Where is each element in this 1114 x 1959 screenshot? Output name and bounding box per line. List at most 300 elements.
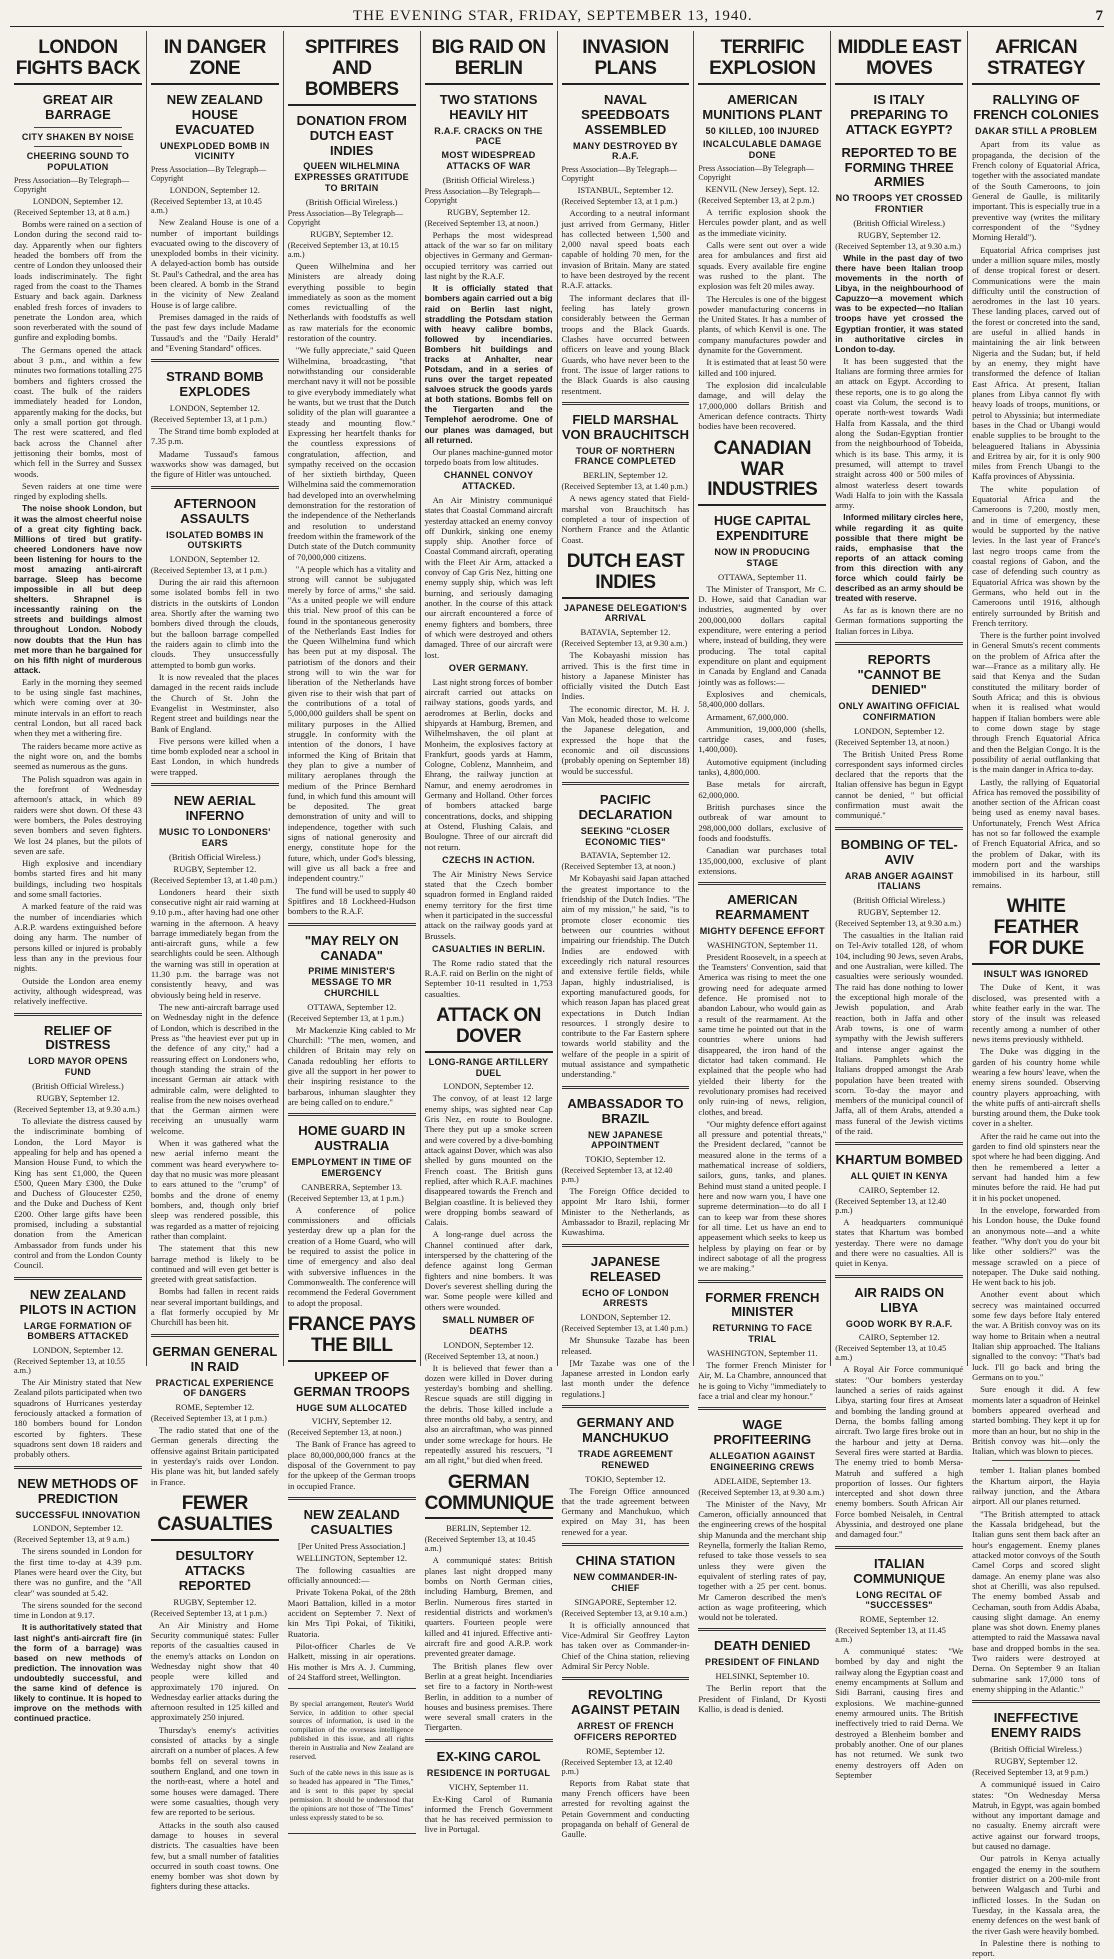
article-paragraph: Queen Wilhelmina and her Ministers are already doing everything possible to begin immediately as soon as the moment comes revictualling of the Netherlands with foodstuffs as well as raw materials for the economic restoration of the country.: [287, 260, 416, 344]
article-paragraph: The informant declares that ill-feeling has lately grown considerably between the German troops and the Black Guards. Clashes have occurred between officers on leave and young Black Guards, who have never been to the front. The issue of larger rations to the Black Guards is also causing resentment.: [561, 292, 690, 396]
section-heading: SMALL NUMBER OF DEATHS: [442, 1314, 535, 1336]
article-paragraph: Mr Shunsuke Tazabe has been released.: [561, 1335, 690, 1356]
article-paragraph: The sirens sounded for the second time in London at 9.17.: [14, 1599, 142, 1621]
dateline: RUGBY, September 12.: [310, 228, 394, 239]
article-paragraph: Explosives and chemicals, 58,400,000 dollars.: [698, 688, 827, 710]
headline-attack-dover: ATTACK ON DOVER: [425, 1003, 553, 1053]
divider: [288, 923, 416, 926]
deck: INSULT WAS IGNORED: [983, 968, 1089, 979]
headline-dutch-east-indies: DUTCH EAST INDIES: [562, 549, 690, 599]
dateline: HELSINKI, September 10.: [715, 1671, 810, 1682]
article-paragraph: It is estimated that at least 50 were killed and 100 injured.: [698, 357, 827, 378]
section-heading: OVER GERMANY.: [448, 662, 529, 673]
headline-white-feather: WHITE FEATHER FOR DUKE: [972, 894, 1100, 965]
article-paragraph-bold: While in the past day of two there have been Italian troop movements in the north of Libya, in the neighbourhood of Capuzzo—a movement which was to be expected—no Italian troops have yet crossed the Egyptian frontier, it was stated in authoritative circles in London to-day.: [835, 253, 964, 354]
headline-invasion-plans: INVASION PLANS: [562, 35, 690, 85]
article-paragraph: Canadian war purchases total 135,000,000, exclusive of plant extensions.: [698, 845, 827, 876]
article-paragraph: It is officially announced that Vice-Admiral Sir Geoffrey Layton has taken over as Commander-in-Chief of the China station, relieving Admiral Sir Percy Noble.: [561, 1619, 690, 1671]
received-line: (Received September 13, at noon.): [561, 862, 676, 872]
dateline: OTTAWA, September 11.: [718, 571, 807, 582]
article-paragraph: The British planes flew over Berlin at a great height. Incendiaries set fire to a factory in North-west Berlin, in addition to a number of houses and business premises. There were several small craters in the Tiergarten.: [424, 1660, 553, 1733]
deck: INCALCULABLE DAMAGE DONE: [702, 139, 822, 161]
article-paragraph: Madame Tussaud's famous waxworks show was damaged, but the figure of Hitler was untouched.: [150, 448, 279, 480]
dateline: LONDON, September 12.: [32, 1345, 124, 1356]
article-paragraph: The Foreign Office decided to appoint Mr Itaro Ishii, former Minister to the Netherlands, as Ambassador to Brazil, replacing Mr Kuwashima.: [561, 1186, 690, 1238]
credit-line: Press Association—By Telegraph—Copyright: [150, 165, 267, 184]
credit-line: (British Official Wireless.): [32, 1080, 124, 1091]
article-paragraph: The new anti-aircraft barrage used on Wednesday night in the defence of London, which is described in the Press as "the heaviest ever put up in the defence of any city," had a reassuring effect on Londoners who, though standing the strain of the incessant German air attack with admirable calm, were delighted to realise from the new noises overhead that the German airmen were receiving an unusually warm welcome.: [150, 1002, 279, 1136]
article-paragraph-bold: Informed military circles here, while regarding it as quite possible that there might be raids, emphasise that the reports of an attack coming from this direction with any force which could fairly be described as an army should be treated with reserve.: [835, 512, 964, 604]
column-6: [694, 31, 831, 1714]
subhead-speedboats: NAVAL SPEEDBOATS ASSEMBLED: [581, 91, 670, 137]
article-paragraph: Thursday's enemy's activities consisted of attacks by a single aircraft on a number of places. A few bombs fell on several towns in southern England, and one town in the north-east, where a hotel and some houses were damaged. There were some casualties, though very few are reported to be serious.: [150, 1724, 279, 1818]
deck: EMPLOYMENT IN TIME OF EMERGENCY: [291, 1157, 412, 1178]
divider: [698, 882, 826, 885]
divider: [562, 402, 690, 405]
credit-line: (British Official Wireless.): [168, 851, 261, 862]
article-paragraph: Calls were sent out over a wide area for ambulances and first aid squads. Every available fire engine was rushed to the plant. The explosion was felt 20 miles away.: [698, 239, 827, 292]
received-line: (Received September 13, at 1 p.m.): [561, 197, 678, 207]
headline-brauchitsch: FIELD MARSHAL VON BRAUCHITSCH: [561, 411, 689, 442]
received-line: (Received September 13, at noon.): [424, 218, 539, 228]
article-paragraph: The Polish squadron was again in the forefront of Wednesday afternoon's attack, in which 89 raiders were shot down. Of these 43 were bombers, the Poles destroying seven bombers and seven fighters. We lost 24 planes, but the pilots of seven are safe.: [14, 773, 142, 856]
article-paragraph: The Duke of Kent, it was disclosed, was presented with a white feather early in the war. The story of the insult was released recently among a number of other news items previously withheld.: [972, 982, 1100, 1044]
divider: [151, 486, 279, 489]
deck: ECHO OF LONDON ARRESTS: [582, 1287, 669, 1309]
divider: [288, 1497, 416, 1500]
subhead-italy-egypt: IS ITALY PREPARING TO ATTACK EGYPT?: [845, 91, 953, 137]
headline-rely-on-canada: "MAY RELY ON CANADA": [304, 932, 399, 963]
dateline: ROME, September 12.: [859, 1614, 939, 1625]
article-paragraph: A long-range duel across the Channel continued after dark, interspersed by the chattering of the defence against long German fighters and nine bombers. It was Dover's severest shelling during the war. Some people were killed and others were wounded.: [424, 1229, 553, 1312]
headline-middle-east-moves: MIDDLE EAST MOVES: [835, 35, 963, 85]
article-paragraph: "The British attempted to attack the Kassala bridgehead, but the Italian guns sent them back after an hour's engagement. Enemy planes attacked motor convoys of the South Camel Corps and scored slight damage. An enemy plane was also shot at Cherilli, was also repulsed. The enemy bombed Assab and Cechaman, south from Addis Ababa, causing slight damage. An enemy plane was shot down. Enemy planes attempted to raid the Massawa naval base and dropped bombs in the sea. Two raiders were destroyed at Derna. On September 9 an Italian submarine sank 17,000 tons of enemy shipping in the Atlantic.": [972, 1508, 1100, 1695]
divider: [972, 1700, 1100, 1703]
credit-line: (British Official Wireless.): [305, 196, 398, 207]
headline-ambassador-brazil: AMBASSADOR TO BRAZIL: [567, 1095, 684, 1126]
article-paragraph: It has been suggested that the Italians are forming three armies for an attack on Egypt. According to these reports, one is to go along the coast via Colum, the second is to operate north-west towards Wadi Halfa from Kassala, and the third along the Sudan-Egyptian frontier from the neighbourhood of Tobeida, which is its base. This army, it is presumed, will attempt to travel straight across 400 or 500 miles of almost waterless desert towards Wadi Halfa to join with the Kassala army.: [835, 355, 964, 511]
article-paragraph: A communiqué states: "We bombed by day and night the railway along the Egyptian coast and enemy encampments at Sollum and Sidi Barrani, causing fires and explosions. We machine-gunned enemy armoured units. The British ineffectively tried to raid Derna. We destroyed a Blenheim bomber and probably another. One of our planes has not returned. We sunk two enemy destroyers off Aden on September: [835, 1646, 964, 1780]
headline-death-denied: DEATH DENIED: [714, 1638, 811, 1654]
deck: HUGE SUM ALLOCATED: [296, 1402, 408, 1413]
article-paragraph: The Berlin report that the President of Finland, Dr Kyosti Kallio, is dead is denied.: [698, 1683, 827, 1714]
divider: [835, 1142, 963, 1145]
dateline: CAIRO, September 12.: [858, 1185, 940, 1196]
dateline: RUGBY, September 12.: [173, 863, 257, 874]
article-paragraph: A news agency stated that Field-marshal von Brauchitsch has completed a tour of inspection of Northern France and the Atlantic Coast.: [561, 493, 690, 545]
received-line: (Received September 13, at 1 p.m.): [150, 415, 267, 425]
deck: LONG-RANGE ARTILLERY DUEL: [428, 1056, 549, 1078]
article-paragraph: The former French Minister for Air, M. La Chambre, announced that he is going to Vichy "immediately to face a trial and clear my honour.": [698, 1360, 827, 1401]
article-paragraph: New Zealand House is one of a number of important buildings evacuated owing to the discovery of unexploded bombs in their vicinity. A delayed-action bomb has outside St. Paul's Cathedral, and the area has been cleared. A bomb in the Strand in the vicinity of New Zealand House is of large calibre.: [150, 217, 279, 310]
divider: [698, 1280, 826, 1283]
section-heading: CHANNEL CONVOY ATTACKED.: [443, 470, 534, 492]
deck: LARGE FORMATION OF BOMBERS ATTACKED: [23, 1320, 133, 1342]
article-paragraph: Armament, 67,000,000.: [706, 711, 789, 722]
deck: QUEEN WILHELMINA EXPRESSES GRATITUDE TO BRITAIN: [294, 161, 409, 194]
headline-khartum-bombed: KHARTUM BOMBED: [835, 1152, 963, 1168]
dateline: VICHY, September 11.: [448, 1781, 529, 1792]
section-heading: CASUALTIES IN BERLIN.: [431, 943, 546, 954]
received-line: (Received September 13, at 1.40 p.m.): [150, 875, 278, 885]
article-paragraph: A conference of police commissioners and officials yesterday drew up a plan for the creation of a Home Guard, who will be required to assist the police in time of emergency and also deal with subversive influences in the Commonwealth. The conference will recommend the Federal Government to adopt the proposal.: [287, 1204, 416, 1308]
deck: SEEKING "CLOSER ECONOMIC TIES": [580, 825, 671, 847]
deck: MIGHTY DEFENCE EFFORT: [699, 926, 825, 937]
deck: LORD MAYOR OPENS FUND: [28, 1056, 128, 1078]
headline-german-general: GERMAN GENERAL IN RAID: [152, 1343, 278, 1374]
headline-ineffective-raids: INEFFECTIVE ENEMY RAIDS: [991, 1710, 1082, 1741]
article-paragraph: When it was gathered what the new aerial inferno meant the comment was heard everywhere to-day that no music was more pleasant to ears attuned to the "crump" of bombs and the drone of enemy bombers, and, though only brief sleep was rendered possible, this was regarded as a matter of rejoicing rather than complaint.: [150, 1138, 279, 1241]
deck: NO TROOPS YET CROSSED FRONTIER: [835, 193, 963, 215]
article-paragraph: British purchases since the outbreak of war amount to 298,000,000 dollars, exclusive of foods and foodstuffs.: [698, 802, 827, 843]
notice-text: Such of the cable news in this issue as is so headed has appeared in "The Times," and is sent to this paper by special permission. It should be understood that the opinions are not those of "The Times" unless expressly stated to be so.: [289, 1768, 414, 1822]
received-line: (Received September 13, at 10.55 a.m.): [14, 1357, 125, 1376]
headline-ex-king-carol: EX-KING CAROL: [436, 1748, 541, 1764]
article-paragraph: The fund will be used to supply 40 Spitfires and 18 Lockheed-Hudson bombers to the R.A.F.: [287, 885, 416, 917]
column-8: [968, 31, 1104, 1959]
article-paragraph: Base metals for aircraft, 62,000,000.: [698, 779, 827, 800]
deck: PRACTICAL EXPERIENCE OF DANGERS: [155, 1377, 274, 1399]
article-paragraph: Seven raiders at one time were ringed by exploding shells.: [14, 480, 142, 502]
article-paragraph: "We fully appreciate," said Queen Wilhelmina, broadcasting, "that notwithstanding our considerable merchant navy it will not be possible to give everybody immediately what he wants, but we trust that the Dutch solidity of the plan will guarantee a steady and mounting flow." Expressing her heartfelt thanks for the countless expressions of congratulation, affection, and sympathy received on the occasion of her sixtieth birthday, Queen Wilhelmina said the commemoration had developed into an overwhelming demonstration for the restoration of the independence of the Netherlands and resolution to understand freedom within the framework of the Dutch state of the Dutch community of 70,000,000 citizens.: [287, 345, 416, 562]
article-paragraph: In the envelope, forwarded from his London house, the Duke found an anonymous note—and a white feather. "Why don't you do your bit like other soldiers?" was the message scrawled on a piece of notepaper. The Duke said nothing. He went back to his job.: [972, 1204, 1100, 1288]
deck: JAPANESE DELEGATION'S ARRIVAL: [563, 602, 687, 624]
article-paragraph: The convoy, of at least 12 large enemy ships, was sighted near Cap Gris Nez, en route to Boulogne. There they put up a smoke screen and were covered by a dive-bombing attack against Dover, which was also shelled by guns mounted on the French coast. The British guns replied, after which R.A.F. machines disappeared towards the French and Belgian coastline. It is believed they were dropping bombs seaward of Calais.: [424, 1093, 553, 1228]
deck: TRADE AGREEMENT RENEWED: [577, 1448, 674, 1470]
deck: PRESIDENT OF FINLAND: [705, 1657, 820, 1668]
columns: [10, 31, 1104, 1959]
divider: [151, 783, 279, 786]
article-paragraph-bold: It is authoritatively stated that last night's anti-aircraft fire (in the form of a barrage) was based on new methods of prediction. The innovation was undoubtedly successful, and the same kind of defence is likely to continue. It is hoped to improve on the methods with continued practice.: [14, 1622, 142, 1724]
article-paragraph: A marked feature of the raid was the number of incendiaries which A.R.P. wardens extinguished before doing any harm. The number of persons killed or injured is probably less than any in the previous four nights.: [14, 901, 142, 974]
dateline: CAIRO, September 12.: [858, 1332, 940, 1343]
dateline: RUGBY, September 12.: [857, 907, 941, 918]
credit-line: Press Association—By Telegraph—Copyright: [287, 208, 404, 227]
dateline: RUGBY, September 12.: [857, 230, 941, 240]
article-paragraph: A communiqué states: British planes last night dropped many bombs on North German cities, including Hamburg, Bremen, and Berlin. Numerous fires started in residential districts and workmen's quarters. Fourteen people were killed and 41 injured. Effective anti-aircraft fire and good A.R.P. work prevented greater damage.: [424, 1555, 553, 1659]
headline-strand-bomb: STRAND BOMB EXPLODES: [166, 369, 264, 400]
deck: ALLEGATION AGAINST ENGINEERING CREWS: [709, 1451, 816, 1472]
deck: MANY DESTROYED BY R.A.F.: [572, 140, 678, 162]
dateline: ROME, September 12.: [586, 1745, 665, 1756]
deck: R.A.F. CRACKS ON THE PACE: [434, 125, 543, 147]
dateline: OTTAWA, September 12.: [307, 1001, 397, 1012]
subhead-rallying-colonies: RALLYING OF FRENCH COLONIES: [973, 91, 1099, 122]
dateline: TOKIO, September 12.: [585, 1473, 666, 1484]
article-paragraph: "A people which has a vitality and strong will cannot be subjugated merely by force of arms," she said. "As a united people we will endure this trial. New proof of this can be found in the spontaneous generosity of the Netherlands East Indies for the Queen Wilhelmina fund which has been put at my disposal. The patriotism of the donors and their strong will to win the war for liberation of the Netherlands have given rise to their wish that part of the contributions of a total of 5,000,000 guilders shall be spent on military purposes in the Allied struggle. In conformity with the intention of the donors, I have informed the King of Britain that they plan to give a number of military aeroplanes through the medium of the Prince Bernhard fund, in which fund this amount will be deposited. The great demonstration of unity and will to independence, together with such signs of national generosity and energy, constitute hope for the future, which, under God's blessing, will give us all back a free and independent country.": [287, 563, 416, 884]
headline-china-station: CHINA STATION: [575, 1553, 676, 1569]
column-2: [147, 31, 284, 1892]
headline-france-pays: FRANCE PAYS THE BILL: [288, 1312, 416, 1362]
deck: NEW COMMANDER-IN-CHIEF: [573, 1572, 678, 1593]
dateline: WASHINGTON, September 11.: [706, 1348, 818, 1359]
headline-nz-pilots: NEW ZEALAND PILOTS IN ACTION: [19, 1286, 137, 1317]
article-paragraph: Outside the London area enemy activity, although widespread, was relatively ineffective.: [14, 975, 142, 1007]
article-paragraph: The Rome radio stated that the R.A.F. raid on Berlin on the night of September 10-11 resulted in 1,753 casualties.: [424, 957, 553, 999]
divider: [835, 827, 963, 830]
article-paragraph: It is now revealed that the places damaged in the recent raids include the Church of St. John the Evangelist in Westminster, also Regent street and buildings near the Bank of England.: [150, 671, 279, 734]
subhead-capital-expenditure: HUGE CAPITAL EXPENDITURE: [714, 513, 811, 544]
headline-london-fights-back: LONDON FIGHTS BACK: [14, 35, 142, 85]
credit-line: Press Association—By Telegraph—Copyright: [698, 164, 814, 183]
article-paragraph: The Minister of the Navy, Mr Cameron, officially announced that the engineering crews of the hospital ship Manunda and the merchant ship Reynella, formerly the Italian Remo, refused to take those vessels to sea unless they were given the equivalent of sterling rates of pay, together with a 25 per cent. bonus. Mr Cameron described the men's action as wage profiteering, which would not be tolerated.: [698, 1498, 827, 1623]
dateline: ADELAIDE, September 13.: [713, 1475, 811, 1486]
deck: LONG RECITAL OF "SUCCESSES": [856, 1589, 943, 1611]
divider: [562, 1244, 690, 1247]
deck: ARAB ANGER AGAINST ITALIANS: [844, 870, 954, 892]
dateline: LONDON, September 12.: [854, 725, 945, 736]
deck: DAKAR STILL A PROBLEM: [975, 125, 1098, 136]
headline-japanese-released: JAPANESE RELEASED: [590, 1253, 661, 1284]
article-paragraph: A Royal Air Force communiqué states: "Our bombers yesterday launched a series of raids against Libya, starting four fires at Amseat and bombing the landing ground at Derna, the bombs falling among aircraft. Two large fires broke out in the harbour and jetty at Derna. Several fires were started at Bardia. The enemy tried to bomb Mersa-Matruh and suffered a high proportion of losses. Our fighters intercepted and shot down three enemy bombers. South African Air Force bombed Neisaleh, in Central Abyssinia, and destroyed one plane and damaged four.": [835, 1364, 964, 1540]
headline-germany-manchukuo: GERMANY AND MANCHUKUO: [576, 1415, 675, 1445]
article-paragraph: Bombs had fallen in recent raids near several important buildings, and a flat formerly occupied by Mr Churchill has been hit.: [150, 1286, 279, 1328]
credit-line: (British Official Wireless.): [442, 174, 535, 185]
column-7: [831, 31, 968, 1780]
dateline: LONDON, September 12.: [443, 1339, 534, 1350]
column-3: [284, 31, 421, 1822]
article-paragraph: President Roosevelt, in a speech at the Teamsters' Convention, said that America was rising to meet the one growing need for adequate armed defence. He promised not to abandon Labour, who would gain as a result of the rearmament. At the same time he pointed out that in the countries where unions had disappeared, the iron hand of the dictator had taken command. He explained that the people who had yielded their liberty for the revolutionary promises had received only ruin-ing of news, religion, clothes, and bread.: [698, 951, 827, 1117]
article-paragraph: Lastly, the rallying of Equatorial Africa has removed the possibility of another section of the African coast being used as enemy naval bases. Unfortunately, French West Africa has not so far followed the example of French Equatorial Africa, and so the problem of Dakar, with its modern port and the warships immobilised in its harbour, still remains.: [972, 776, 1100, 890]
received-line: (Received September 13, at 9.30 a.m.): [698, 1487, 825, 1497]
deck: ISOLATED BOMBS IN OUTSKIRTS: [166, 529, 264, 551]
headline-home-guard: HOME GUARD IN AUSTRALIA: [298, 1123, 406, 1154]
credit-line: Press Association—By Telegraph—Copyright: [424, 186, 540, 205]
headline-aerial-inferno: NEW AERIAL INFERNO: [173, 793, 256, 824]
headline-afternoon-assaults: AFTERNOON ASSAULTS: [173, 495, 256, 526]
article-paragraph: A terrific explosion shook the Hercules powder plant, and as well as the immediate vicinity.: [698, 207, 827, 238]
received-line: (Received September 13, at 12.40 p.m.): [835, 1197, 947, 1216]
received-line: (Received September 13, at 10.45 a.m.): [424, 1535, 536, 1554]
page-number: 7: [1095, 7, 1104, 24]
divider: [34, 127, 122, 128]
article-paragraph: The raiders became more active as the night wore on, and the bombs seemed as numerous as the guns.: [14, 740, 142, 772]
dateline: SINGAPORE, September 12.: [574, 1596, 677, 1607]
paper-title: THE EVENING STAR, FRIDAY, SEPTEMBER 13, 1940.: [352, 7, 753, 24]
deck: PRIME MINISTER'S MESSAGE TO MR CHURCHILL: [308, 966, 396, 999]
headline-african-strategy: AFRICAN STRATEGY: [972, 35, 1100, 85]
dateline: LONDON, September 12.: [169, 185, 260, 196]
article-paragraph: Perhaps the most widespread attack of the war so far on military objectives in Germany and German-occupied territory was carried out last night by the R.A.F.: [424, 229, 553, 282]
deck: ALL QUIET IN KENYA: [850, 1171, 948, 1182]
dateline: LONDON, September 12.: [443, 1081, 534, 1092]
article-paragraph: Mr Mackenzie King cabled to Mr Churchill: "The men, women, and children of Britain may rely on Canada redoubling her efforts to give all the support in her power to their inspiring resistance to the barbarous, inhuman slaughter they are being called on to endure.": [287, 1024, 416, 1108]
received-line: (Received September 13, at 1 p.m.): [150, 566, 267, 576]
credit-line: (British Official Wireless.): [990, 1744, 1082, 1755]
article-paragraph: Private Tokena Pokai, of the 28th Maori Battalion, killed in a motor accident on September 7. Next of kin Mrs Tipi Pokai, of Tikitiki, Ruatoria.: [287, 1587, 416, 1639]
dateline: CANBERRA, September 13.: [301, 1181, 403, 1192]
article-paragraph: A communiqué issued in Cairo states: "On Wednesday Mersa Matruh, in Egypt, was again bombed without any important damage and no casualty. Enemy aircraft were active against our forward troops, but caused no damage.: [972, 1779, 1100, 1852]
divider: [562, 1543, 690, 1546]
divider: [14, 1277, 142, 1280]
dateline: LONDON, September 12.: [32, 1523, 124, 1534]
dateline: VICHY, September 12.: [311, 1416, 392, 1427]
article-paragraph: The economic director, M. H. J. Van Mok, headed those to welcome the Japanese delegation, and expressed the hope that the economic and oil discussions (probably opening on September 18) would be successful.: [561, 703, 690, 776]
article-paragraph: Our patrols in Kenya actually engaged the enemy in the southern frontier district on a 200-mile front between Walgasch and Turbi and inflicted losses. In the Sudan on Tuesday, in the Kassala area, the enemy defences on the west bank of the river Gash were heavily bombed.: [972, 1853, 1100, 1936]
deck: 50 KILLED, 100 INJURED: [705, 125, 820, 136]
divider: [835, 642, 963, 645]
article-paragraph: The statement that this new barrage method is likely to be continued and will even get better is greeted with great satisfaction.: [150, 1243, 279, 1285]
received-line: (Received September 13, at noon.): [835, 737, 949, 747]
received-line: (Received September 13, at 1 p.m.): [287, 1193, 404, 1203]
column-4: [421, 31, 558, 1835]
article-paragraph: The Bank of France has agreed to place 80,000,000,000 francs at the disposal of the Government to pay for the upkeep of the German troops in occupied France.: [287, 1439, 416, 1491]
article-paragraph-bold: The noise shook London, but it was the almost cheerful noise of a great city fighting back. Millions of tired but gratify-cheered Londoners have now been listening for hours to the most amazing anti-aircraft barrage. Sleep has become impossible in all but deep shelters. Shrapnel is incessantly raining on the streets and buildings almost throughout London. Nobody now doubts that the Hun has met more than he bargained for on his fifth night of murderous attack.: [14, 503, 142, 675]
received-line: (Received September 13, at 9.10 a.m.): [561, 1608, 688, 1618]
dateline: BERLIN, September 12.: [446, 1523, 532, 1534]
article-paragraph: In Palestine there is nothing to report.: [972, 1937, 1100, 1959]
dateline: BATAVIA, September 12.: [580, 850, 671, 861]
headline-cannot-be-denied: REPORTS "CANNOT BE DENIED": [857, 652, 941, 697]
headline-german-communique: GERMAN COMMUNIQUE: [425, 1470, 553, 1520]
headline-air-raids-libya: AIR RAIDS ON LIBYA: [854, 1284, 944, 1315]
article-paragraph: The white population of Equatorial Africa and the Cameroons is 7,200, mostly men, and in time of emergency, these would be supported by the native levies. In the last year of France's last negro troops came from the coastal regions of Gabon, and the case of defending such country as Equatorial Africa was shown by the Germans, who held out in the Cameroons until 1916, although entirely surrounded by British and French territory.: [972, 483, 1100, 628]
subhead-munitions-plant: AMERICAN MUNITIONS PLANT: [702, 91, 823, 122]
article-paragraph: According to a neutral informant just arrived from Germany, Hitler has collected between 1,500 and 2,000 naval speed boats each capable of holding 70 men, for the invasion of Britain. Many are stated to have been destroyed by the recent R.A.F. attacks.: [561, 208, 690, 291]
article-paragraph: Pilot-officer Charles de Ve Halkett, missing in air operations. His mother is Mrs A. J. Cumming, of 24 Stafford street, Wellington.: [287, 1641, 416, 1682]
dateline: LONDON, September 12.: [169, 403, 260, 414]
article-paragraph: The explosion did incalculable damage, and will delay the 17,000,000 dollars British and American defence contracts. Thirty bodies have been recovered.: [698, 380, 827, 432]
dateline: LONDON, September 12.: [32, 196, 124, 207]
deck: ARREST OF FRENCH OFFICERS REPORTED: [573, 1721, 677, 1742]
article-paragraph: High explosive and incendiary bombs started fires and hit many buildings, including two hospitals and some small factories.: [14, 858, 142, 900]
article-paragraph: The sirens sounded in London for the first time to-day at 4.39 p.m. Planes were heard over the City, but there was no gunfire, and the "All clear" was sounded at 5.42.: [14, 1546, 142, 1598]
divider: [698, 1407, 826, 1410]
deck: ONLY AWAITING OFFICIAL CONFIRMATION: [838, 700, 960, 722]
article-paragraph: Five persons were killed when a time bomb exploded near a school in East London, in which hundreds were trapped.: [150, 735, 279, 777]
received-line: (Received September 13, at 1.40 p.m.): [561, 482, 688, 492]
dateline: WELLINGTON, September 12.: [296, 1552, 407, 1563]
received-line: (Received September 13, at noon.): [424, 1351, 539, 1361]
headline-italian-communique: ITALIAN COMMUNIQUE: [853, 1555, 946, 1586]
notice-text: By special arrangement, Reuter's World Service, in addition to other special sources of information, is used in the compilation of the overseas intelligence published in this issue, and all rights therein in Australia and New Zealand are reserved.: [289, 1698, 414, 1761]
dateline: ISTANBUL, September 12.: [577, 185, 674, 196]
deck: NOW IN PRODUCING STAGE: [714, 547, 811, 568]
deck: NEW JAPANESE APPOINTMENT: [587, 1129, 663, 1151]
headline-big-raid-berlin: BIG RAID ON BERLIN: [425, 35, 553, 85]
dateline: LONDON, September 12.: [580, 1312, 671, 1323]
divider: [562, 782, 690, 785]
received-line: (Received September 13, at 2 p.m.): [698, 196, 815, 206]
article-paragraph: The Foreign Office announced that the trade agreement between Germany and Manchukuo, which expired on May 31, has been renewed for a year.: [561, 1485, 690, 1537]
article-paragraph: Equatorial Africa comprises just under a million square miles, mostly of dense tropical forest or desert. Communications were the main difficulty until the construction of aerodromes in the last 10 years. These landing places, carved out of the forest or concreted into the sand, are useful in allied hands in maintaining the air link between Nigeria and the Sudan; but, if held by an enemy, they might have transformed the defence of Italian East Africa. At present, Italian planes from Libya cannot fly with heavy loads of troops, munitions, or petrol to Abyssinia; but intermediate bases in the Chad or Ubangi would enable supplies to be brought to the beleaguered Italians in Abyssinia and Eritrea by air, for it is only 900 miles from French Ubangi to the Kaffa provinces of Abyssinia.: [972, 244, 1100, 482]
headline-fewer-casualties: FEWER CASUALTIES: [151, 1491, 279, 1541]
article-paragraph: tember 1. Italian planes bombed the Khartum airport, the Hayia railway junction, and the Atbara airport. All our planes returned.: [972, 1465, 1100, 1507]
article-paragraph: Bombs were rained on a section of London during the second raid to-day. Apparently when our fighters headed the bombers off from the centre of London they unloosed their loads indiscriminately. The fight raged from the coast to the Thames Estuary and back again. Darkness enabled fresh forces of invaders to penetrate the London area, which soon reverberated with the sound of gunfire and exploding bombs.: [14, 219, 142, 343]
article-paragraph: After the raid he came out into the garden to find old spinsters near the spot where he had been digging. And then he remembered a letter a servant had handed him a few minutes before the raid. He had put it in his pocket unopened.: [972, 1130, 1100, 1203]
divider: [835, 1546, 963, 1549]
received-line: (Received September 13, at 1 p.m.): [150, 1608, 267, 1618]
article-paragraph: Automotive equipment (including tanks), 4,800,000.: [698, 756, 827, 778]
received-line: (Received September 13, at 10.15 a.m.): [287, 240, 399, 259]
deck: MUSIC TO LONDONERS' EARS: [158, 826, 271, 848]
headline-new-methods: NEW METHODS OF PREDICTION: [17, 1475, 139, 1506]
divider: [562, 1405, 690, 1408]
column-1: [10, 31, 147, 1724]
divider: [14, 1013, 142, 1016]
dateline: RUGBY, September 12.: [173, 1596, 257, 1607]
received-line: (Received September 13, at 1 p.m.): [150, 1414, 267, 1424]
divider: [14, 1466, 142, 1469]
received-line: (Received September 13, at 9 p.m.): [972, 1768, 1089, 1778]
dateline: ROME, September 12.: [175, 1402, 255, 1413]
received-line: (Received September 13, at 1.40 p.m.): [561, 1324, 688, 1334]
article-paragraph: Mr Kobayashi said Japan attached the greatest importance to the friendship of the Dutch Indies. "The aim of my mission," he said, "is to promote closer economic ties between our countries without impairing our friendship. The Dutch Indies are endowed with exceedingly rich natural resources and extensive fertile fields, while Japan, highly industrialised, is exporting manufactured goods, for which reason Japan has placed great expectations in Dutch Indian resources. I strongly desire to contribute to the Far Eastern sphere towards world stability and the welfare of the people in a spirit of mutual assistance and sympathetic understanding.": [561, 873, 690, 1080]
headline-wage-profiteering: WAGE PROFITEERING: [713, 1417, 812, 1448]
credit-line: [Per United Press Association.]: [297, 1540, 406, 1551]
article-paragraph: [Mr Tazabe was one of the Japanese arrested in London early last month under the defence regulations.]: [561, 1357, 690, 1399]
credit-line: Press Association—By Telegraph—Copyright: [14, 176, 130, 195]
deck: GOOD WORK BY R.A.F.: [845, 1318, 953, 1329]
received-line: (Received September 13, at 9.30 a.m.): [835, 919, 961, 929]
received-line: (Received September 13, at 9.30 a.m.): [14, 1104, 140, 1114]
article-paragraph: There is the further point involved in General Smuts's recent comments on the problem of Africa after the war—France as a military ally. He said that Kenya and the Sudan constituted the military border of South Africa; and this is obvious when it is realised what would happen if Italian bombers were able to come down stage by stage through French Equatorial Africa and then the Belgian Congo. It is the possibility of aerial outflanking that is the main danger in Africa to-day.: [972, 630, 1100, 775]
received-line: (Received September 13, at noon.): [287, 1428, 402, 1438]
column-5: [558, 31, 695, 1840]
headline-pacific-declaration: PACIFIC DECLARATION: [578, 791, 673, 822]
subhead-upkeep: UPKEEP OF GERMAN TROOPS: [293, 1368, 410, 1399]
article-paragraph: Last night strong forces of bomber aircraft carried out attacks on railway stations, goods yards, and aerodromes at Berlin, docks and shipyards at Hamburg, Bremen, and Wilhelmshaven, the oil plant at Monheim, the explosives factory at Frankfurt, goods yards at Hamm, Cologne, Coblenz, Mannheim, and Ehrang, the railway junction at Namur, and enemy aerodromes in Germany and Holland. Other forces of bombers attacked barge concentrations, docks, and shipping at Ostend, Flushing Calais, and Boulogne. Three of our aircraft did not return.: [424, 676, 553, 852]
headline-nz-casualties: NEW ZEALAND CASUALTIES: [303, 1506, 400, 1537]
article-paragraph: The Kobayashi mission has arrived. This is the first time in history a Japanese Minister has officially visited the Dutch East Indies.: [561, 650, 690, 702]
deck: RETURNING TO FACE TRIAL: [712, 1323, 813, 1345]
received-line: (Received September 13, at 10.45 a.m.): [150, 197, 262, 216]
article-paragraph: An Air Ministry and Home Security communiqué states: Fuller reports of the casualties caused in the enemy's attacks on London on Wednesday night show that 40 people were killed and approximately 170 injured. On Wednesday earlier attacks during the afternoon resulted in 125 killed and approximately 250 injured.: [150, 1619, 279, 1723]
article-paragraph: The Minister of Transport, Mr C. D. Howe, said that Canadian war industries, augmented by over 200,000,000 dollars capital expenditure, were entering a period where, instead of building, they were producing. The total capital expenditure on plant and equipment in Canada by England and Canada jointly was as follows:—: [698, 583, 827, 687]
subhead-three-armies: REPORTED TO BE FORMING THREE ARMIES: [841, 144, 957, 190]
article-paragraph: As far as is known there are no German formations supporting the Italian forces in Libya.: [835, 605, 964, 636]
dateline: TOKIO, September 12.: [585, 1154, 666, 1165]
article-paragraph: The Air Ministry News Service stated that the Czech bomber squadron formed in England raided enemy territory for the first time when it participated in the successful attack on the railway goods yard at Brussels.: [424, 868, 553, 941]
received-line: (Received September 13, at 10.45 a.m.): [835, 1344, 947, 1363]
divider: [288, 1113, 416, 1116]
received-line: (Received September 13, at 9.30 a.m.): [835, 242, 961, 251]
article-paragraph: "Our mighty defence effort against all pressure and potential threats," the President declared, "cannot be measured alone in the terms of a mathematical increase of soldiers, sailors, guns, tanks, and planes. Behind must stand a united people. I here and now warn you, I have one supreme determination—to do all I can to keep war from these shores for all time. Let us have an end to appeasement which seeks to keep us helpless by playing on fear or by indirect sabotage of all the progress we are making.": [698, 1118, 827, 1274]
article-paragraph: To alleviate the distress caused by the indiscriminate bombing of London, the Lord Mayor is appealing for help and has opened a Mansion House Fund, to which the King has sent £1,000, the Queen £500, Queen Mary £300, the Duke and Duchess of Gloucester £250, and the Duke and Duchess of Kent £200. Other large gifts have been promised, including a substantial donation from the American Ambassador from funds under his control and from the London County Council.: [14, 1115, 142, 1271]
headline-relief-of-distress: RELIEF OF DISTRESS: [43, 1022, 112, 1053]
divider: [992, 1460, 1080, 1461]
article-paragraph: Early in the morning they seemed to be using single fast machines, which were coming over at 30-minute intervals in an effort to reach central London, but all raced back when they met a withering fire.: [14, 676, 142, 739]
deck: TOUR OF NORTHERN FRANCE COMPLETED: [574, 445, 677, 467]
article-paragraph: Premises damaged in the raids of the past few days include Madame Tussaud's and the "Daily Herald" and "Evening Standard" offices.: [150, 312, 279, 353]
subhead-desultory-attacks: DESULTORY ATTACKS REPORTED: [175, 1547, 255, 1593]
headline-revolting-petain: REVOLTING AGAINST PETAIN: [571, 1687, 680, 1718]
credit-line: Press Association—By Telegraph—Copyright: [561, 165, 677, 184]
credit-line: (British Official Wireless.): [853, 895, 946, 906]
article-paragraph: Our planes machine-gunned motor torpedo boats from low altitudes.: [424, 446, 553, 467]
dateline: KENVIL (New Jersey), Sept. 12.: [705, 184, 820, 195]
divider: [151, 1334, 279, 1337]
article-paragraph: The Strand time bomb exploded at 7.35 p.m.: [150, 426, 279, 447]
article-paragraph: During the air raid this afternoon some isolated bombs fell in two districts in the outskirts of London area. Shortly after the warning two bombers dived through the clouds, but the balloon barrage compelled the raiders again to climb into the clouds. They unsuccessfully attempted to bomb gun works.: [150, 577, 279, 670]
divider: [698, 1628, 826, 1631]
received-line: (Received September 13, at 12.40 p.m.): [561, 1757, 673, 1776]
received-line: (Received September 13, at 11.45 a.m.): [835, 1626, 946, 1645]
deck: CITY SHAKEN BY NOISE: [21, 131, 135, 142]
dateline: RUGBY, September 12.: [447, 206, 531, 217]
article-paragraph: Ammunition, 19,000,000 (shells, cartridge cases, and fuses, 1,400,000).: [698, 723, 827, 755]
deck: UNEXPLODED BOMB IN VICINITY: [160, 140, 270, 162]
article-paragraph: The following casualties are officially announced:—: [287, 1564, 416, 1586]
headline-spitfires-bombers: SPITFIRES AND BOMBERS: [288, 35, 416, 106]
divider: [151, 359, 279, 362]
credit-line: (British Official Wireless.): [853, 218, 946, 228]
divider: [34, 146, 122, 147]
divider: [835, 1275, 963, 1278]
article-paragraph: It is believed that fewer than a dozen were killed in Dover during yesterday's bombing and shelling. Rescue squads are still digging in the debris. Those killed include a three months old baby, a sentry, and also an aircraftman, who was pinned under some wreckage for hours. He repeatedly assured his rescuers, "I am all right," but died when freed.: [424, 1362, 553, 1466]
received-line: (Received September 13, at 8 a.m.): [14, 208, 130, 218]
headline-in-danger-zone: IN DANGER ZONE: [151, 35, 279, 85]
